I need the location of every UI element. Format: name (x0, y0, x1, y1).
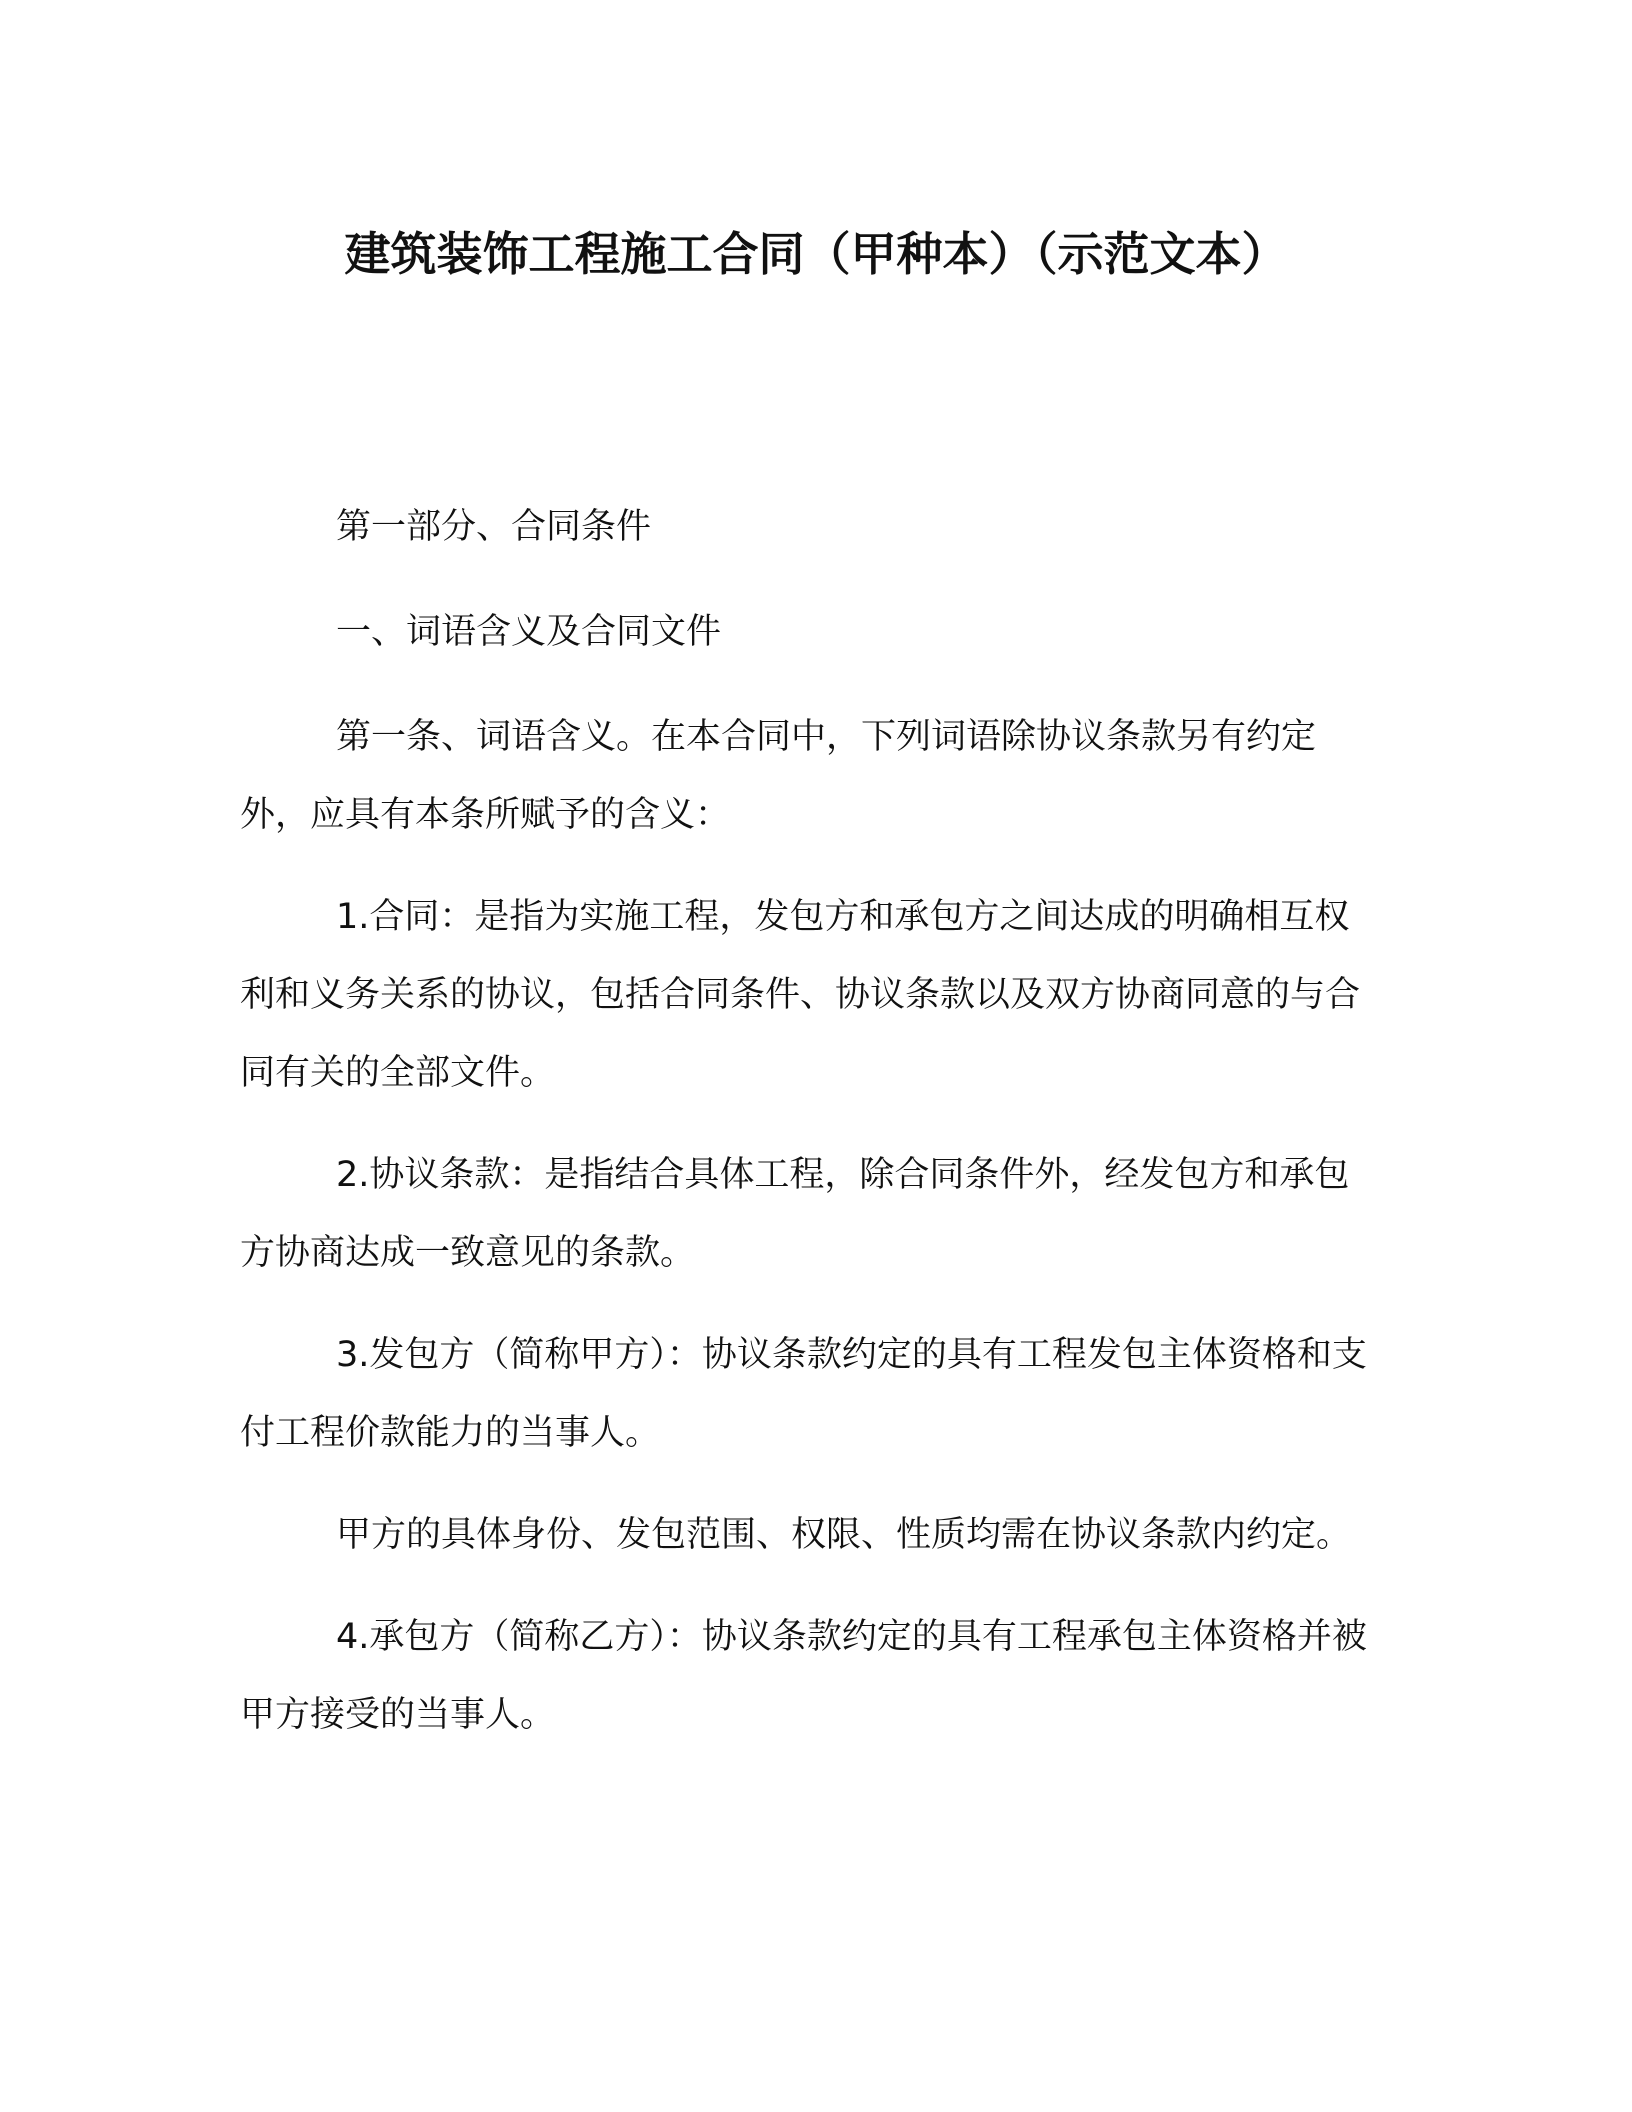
paragraph-item-2: 2.协议条款：是指结合具体工程，除合同条件外，经发包方和承包方协商达成一致意见的条款。 (240, 1155, 1350, 1273)
part-heading: 第一部分、合同条件 (336, 507, 652, 547)
paragraph-article-1: 第一条、词语含义。在本合同中，下列词语除协议条款另有约定外，应具有本条所赋予的含义： (240, 717, 1317, 835)
paragraph-item-3: 3.发包方（简称甲方）：协议条款约定的具有工程发包主体资格和支付工程价款能力的当事人。 (240, 1335, 1367, 1453)
section-heading: 一、词语含义及合同文件 (336, 612, 722, 652)
document-title: 建筑装饰工程施工合同（甲种本）（示范文本） (344, 227, 1288, 281)
paragraph-party-a-note: 甲方的具体身份、发包范围、权限、性质均需在协议条款内约定。 (336, 1515, 1352, 1555)
paragraph-item-1: 1.合同：是指为实施工程，发包方和承包方之间达成的明确相互权利和义务关系的协议，包括合同条件、协议条款以及双方协商同意的与合同有关的全部文件。 (240, 897, 1361, 1093)
paragraph-item-4: 4.承包方（简称乙方）：协议条款约定的具有工程承包主体资格并被甲方接受的当事人。 (240, 1617, 1367, 1735)
document-body (240, 488, 1380, 1778)
